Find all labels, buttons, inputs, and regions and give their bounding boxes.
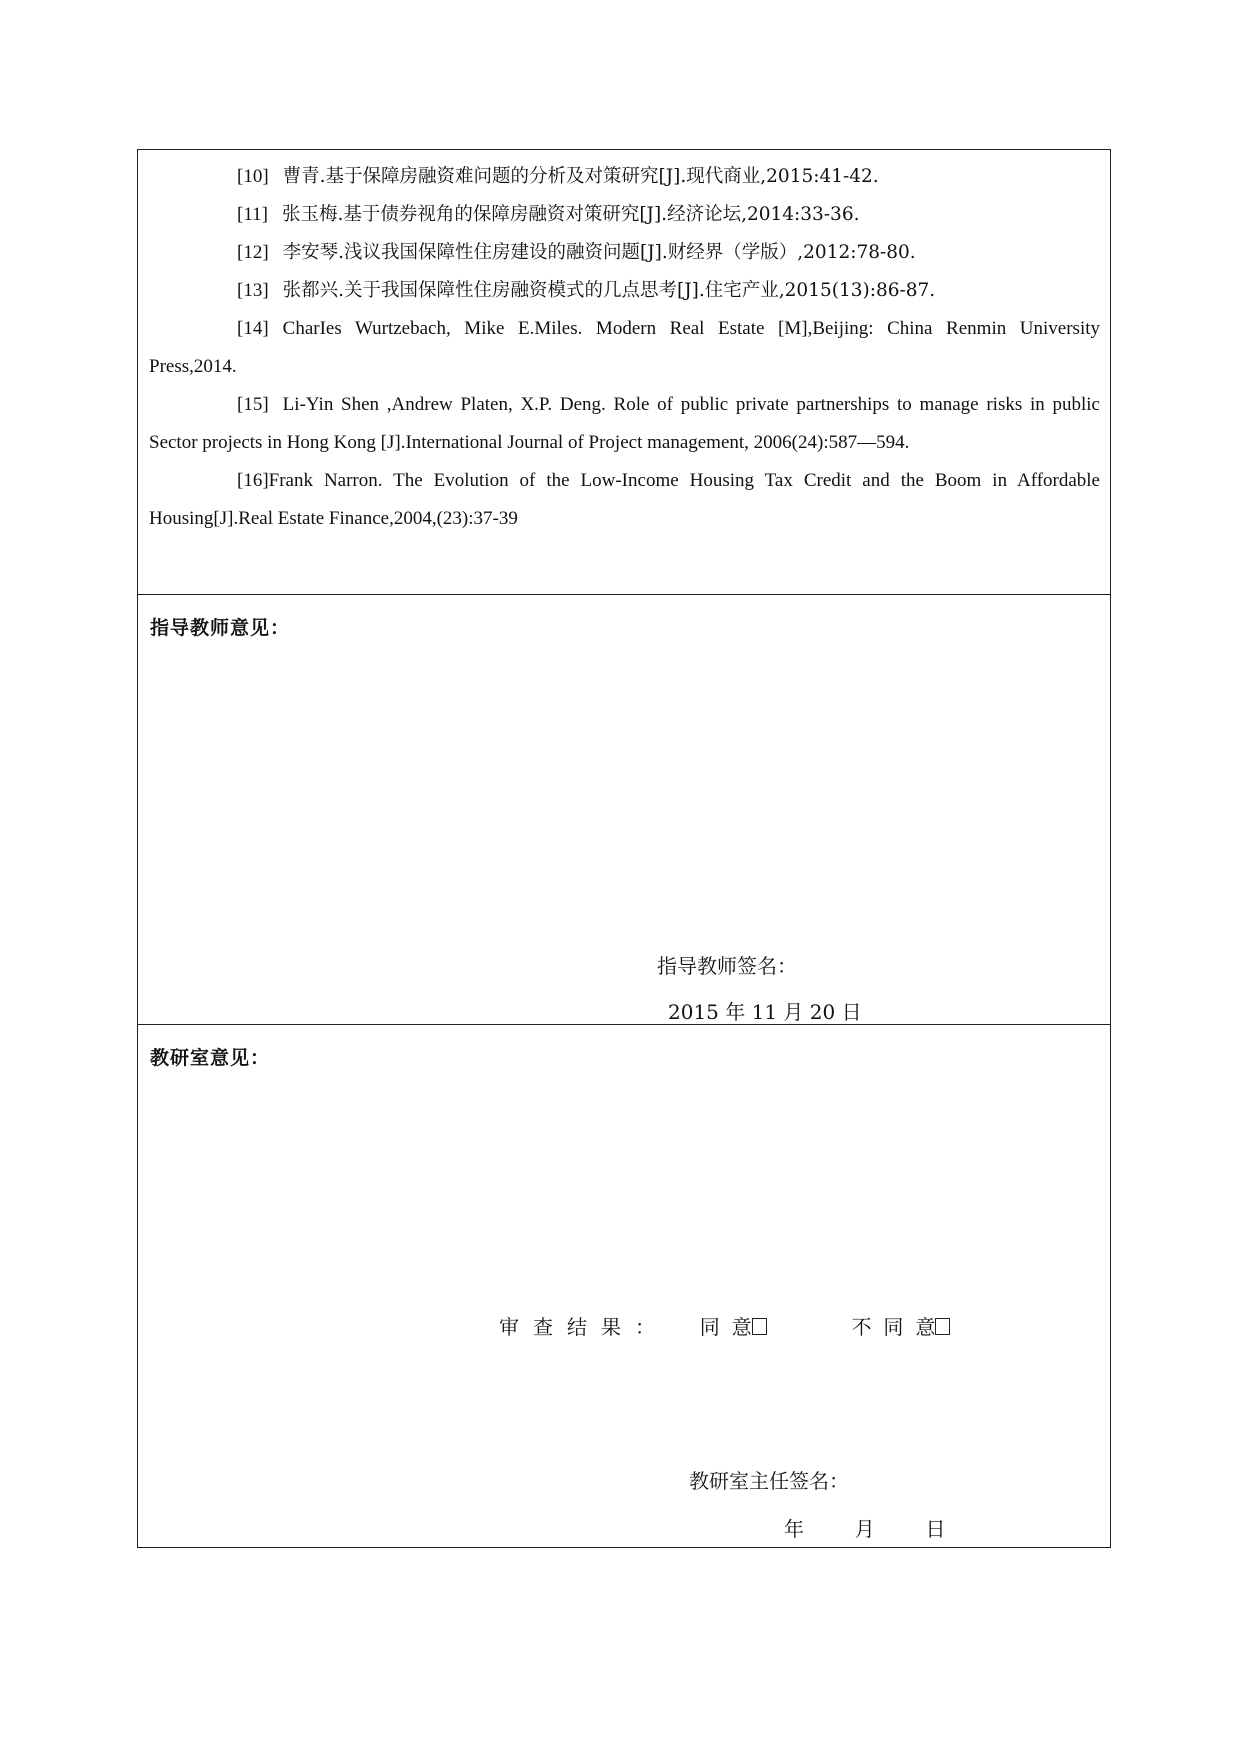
reference-number: [10] <box>237 166 269 187</box>
reference-number: [15] <box>237 394 269 415</box>
reference-number: [14] <box>237 318 269 339</box>
advisor-opinion-section <box>138 594 1110 1024</box>
references-section <box>138 150 1110 594</box>
reference-number: [16] <box>237 470 269 491</box>
advisor-opinion-title: 指导教师意见： <box>150 617 291 639</box>
disagree-checkbox[interactable] <box>935 1318 950 1335</box>
reference-item <box>149 196 1100 234</box>
reference-item <box>149 272 1100 310</box>
review-result-row <box>499 1311 950 1340</box>
department-opinion-section <box>138 1024 1110 1547</box>
department-signature-date <box>784 1513 945 1542</box>
reference-item <box>149 310 1100 386</box>
reference-item <box>149 234 1100 272</box>
reference-item <box>149 386 1100 462</box>
advisor-signature-date: 2015 年 11 月 20 日 <box>668 1000 862 1024</box>
day-label: 日 <box>925 1517 946 1541</box>
reference-text: 张玉梅.基于债券视角的保障房融资对策研究[J].经济论坛,2014:33-36. <box>281 204 860 225</box>
reference-text: Li-Yin Shen ,Andrew Platen, X.P. Deng. Role of public private partnerships to manage risks in public Sector projects in Hong Kong [J].International Journal of Project management, 2006(24):587—594. <box>149 394 1100 453</box>
reference-text: 张都兴.关于我国保障性住房融资模式的几点思考[J].住宅产业,2015(13):86-87. <box>282 280 936 301</box>
disagree-label: 不同意 <box>851 1315 948 1339</box>
reference-text: 曹青.基于保障房融资难问题的分析及对策研究[J].现代商业,2015:41-42. <box>282 166 879 187</box>
reference-item <box>149 158 1100 196</box>
advisor-signature-label: 指导教师签名： <box>657 954 797 978</box>
agree-label: 同意 <box>699 1315 764 1339</box>
department-head-signature-label: 教研室主任签名： <box>689 1469 849 1493</box>
reference-number: [13] <box>237 280 269 301</box>
year-label: 年 <box>784 1517 804 1541</box>
reference-text: CharIes Wurtzebach, Mike E.Miles. Modern Real Estate [M],Beijing: China Renmin University Press,2014. <box>149 318 1100 377</box>
reference-number: [11] <box>237 204 268 225</box>
reference-number: [12] <box>237 242 269 263</box>
review-form-table <box>137 149 1111 1548</box>
reference-text: Frank Narron. The Evolution of the Low-Income Housing Tax Credit and the Boom in Affordable Housing[J].Real Estate Finance,2004,(23):37-39 <box>149 470 1100 529</box>
month-label: 月 <box>854 1517 875 1541</box>
agree-checkbox[interactable] <box>752 1318 767 1335</box>
reference-text: 李安琴.浅议我国保障性住房建设的融资问题[J].财经界（学版）,2012:78-80. <box>282 242 916 263</box>
reference-item <box>149 462 1100 538</box>
department-opinion-title: 教研室意见： <box>150 1047 271 1069</box>
review-result-label: 审查结果： <box>499 1315 669 1339</box>
